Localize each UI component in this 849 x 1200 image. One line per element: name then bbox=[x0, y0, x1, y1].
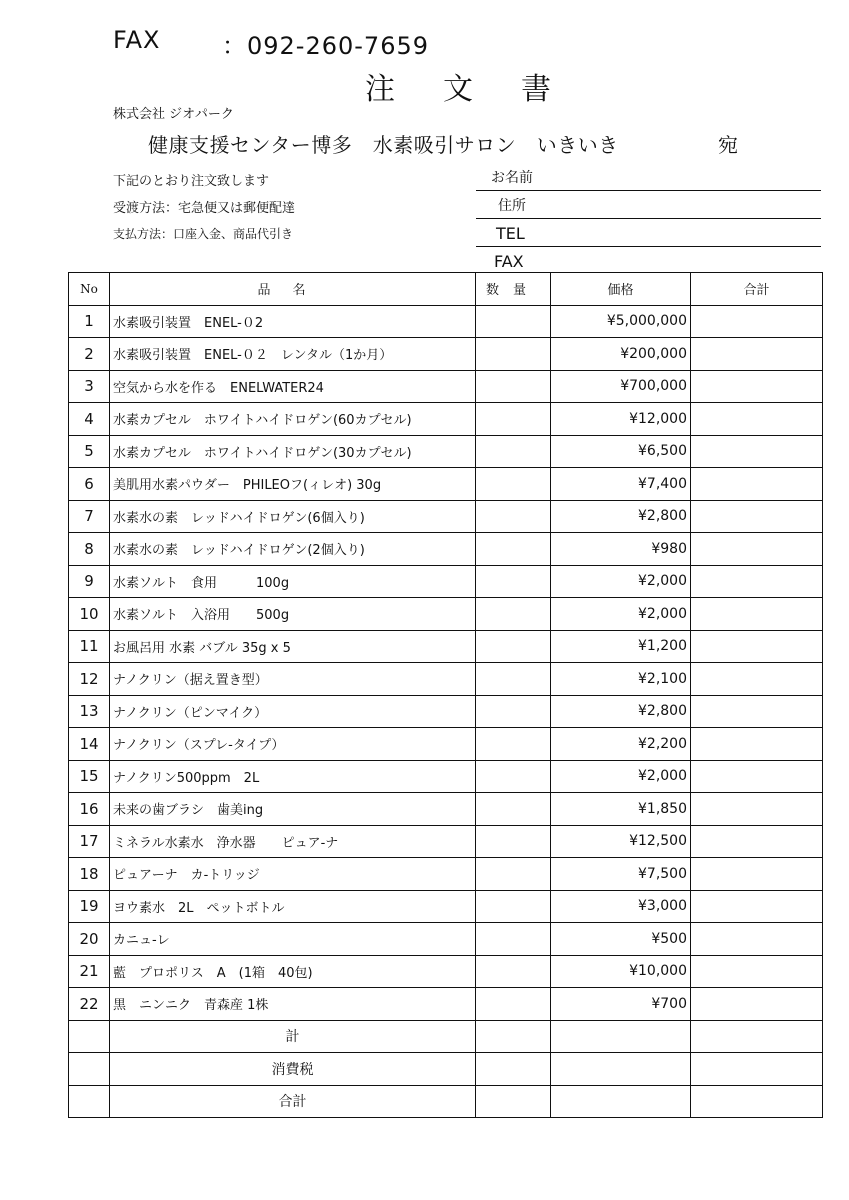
row-no: 16 bbox=[69, 793, 110, 826]
row-quantity-cell[interactable] bbox=[476, 923, 551, 956]
row-item-name: ナノクリン500ppm 2L bbox=[110, 760, 476, 793]
row-total-cell[interactable] bbox=[691, 858, 823, 891]
row-total-cell[interactable] bbox=[691, 663, 823, 696]
row-price: ¥12,000 bbox=[551, 403, 691, 436]
row-quantity-cell[interactable] bbox=[476, 695, 551, 728]
table-row bbox=[69, 955, 823, 988]
row-total-cell[interactable] bbox=[691, 435, 823, 468]
row-total-cell[interactable] bbox=[691, 695, 823, 728]
row-item-name: 水素カプセル ホワイトハイドロゲン(30カプセル) bbox=[110, 435, 476, 468]
row-item-name: 水素水の素 レッドハイドロゲン(6個入り) bbox=[110, 500, 476, 533]
row-total-cell[interactable] bbox=[691, 565, 823, 598]
table-row bbox=[69, 500, 823, 533]
table-row bbox=[69, 663, 823, 696]
row-quantity-cell[interactable] bbox=[476, 435, 551, 468]
empty-cell bbox=[69, 1085, 110, 1118]
row-item-name: 水素ソルト 食用 100g bbox=[110, 565, 476, 598]
customer-tel-field[interactable] bbox=[476, 220, 821, 247]
row-item-name: カニュ-レ bbox=[110, 923, 476, 956]
row-total-cell[interactable] bbox=[691, 468, 823, 501]
page-title: 注文書 bbox=[365, 72, 599, 107]
subtotal-label: 計 bbox=[110, 1020, 476, 1053]
row-item-name: 水素吸引装置 ENEL-０2 bbox=[110, 305, 476, 338]
table-row bbox=[69, 923, 823, 956]
empty-cell bbox=[69, 1053, 110, 1086]
table-row bbox=[69, 728, 823, 761]
row-price: ¥1,200 bbox=[551, 630, 691, 663]
row-no: 4 bbox=[69, 403, 110, 436]
table-row bbox=[69, 403, 823, 436]
tax-qty-cell[interactable] bbox=[476, 1053, 551, 1086]
row-quantity-cell[interactable] bbox=[476, 858, 551, 891]
header-item-name: 品名 bbox=[110, 273, 476, 306]
row-price: ¥2,000 bbox=[551, 598, 691, 631]
subtotal-qty-cell[interactable] bbox=[476, 1020, 551, 1053]
row-no: 12 bbox=[69, 663, 110, 696]
table-row bbox=[69, 760, 823, 793]
row-quantity-cell[interactable] bbox=[476, 305, 551, 338]
row-no: 13 bbox=[69, 695, 110, 728]
row-no: 1 bbox=[69, 305, 110, 338]
row-price: ¥6,500 bbox=[551, 435, 691, 468]
row-item-name: 美肌用水素パウダー PHILEOフ(ィレオ) 30g bbox=[110, 468, 476, 501]
subtotal-price-cell[interactable] bbox=[551, 1020, 691, 1053]
row-quantity-cell[interactable] bbox=[476, 663, 551, 696]
row-price: ¥200,000 bbox=[551, 338, 691, 371]
grand-total-price-cell[interactable] bbox=[551, 1085, 691, 1118]
row-no: 19 bbox=[69, 890, 110, 923]
row-no: 17 bbox=[69, 825, 110, 858]
row-total-cell[interactable] bbox=[691, 890, 823, 923]
header-no: No bbox=[69, 273, 110, 306]
subtotal-total-cell[interactable] bbox=[691, 1020, 823, 1053]
row-quantity-cell[interactable] bbox=[476, 760, 551, 793]
row-no: 6 bbox=[69, 468, 110, 501]
table-row bbox=[69, 468, 823, 501]
row-quantity-cell[interactable] bbox=[476, 890, 551, 923]
row-quantity-cell[interactable] bbox=[476, 500, 551, 533]
tax-row bbox=[69, 1053, 823, 1086]
row-no: 22 bbox=[69, 988, 110, 1021]
grand-total-cell[interactable] bbox=[691, 1085, 823, 1118]
table-row bbox=[69, 988, 823, 1021]
table-row bbox=[69, 565, 823, 598]
row-item-name: 藍 プロポリス A (1箱 40包) bbox=[110, 955, 476, 988]
row-price: ¥7,500 bbox=[551, 858, 691, 891]
tax-total-cell[interactable] bbox=[691, 1053, 823, 1086]
row-quantity-cell[interactable] bbox=[476, 468, 551, 501]
table-row bbox=[69, 858, 823, 891]
customer-address-field[interactable] bbox=[476, 192, 821, 219]
row-item-name: 水素吸引装置 ENEL-０２ レンタル（1か月） bbox=[110, 338, 476, 371]
row-total-cell[interactable] bbox=[691, 630, 823, 663]
grand-total-label: 合計 bbox=[110, 1085, 476, 1118]
table-row bbox=[69, 305, 823, 338]
table-row bbox=[69, 793, 823, 826]
row-no: 18 bbox=[69, 858, 110, 891]
row-price: ¥500 bbox=[551, 923, 691, 956]
payment-method: 支払方法：口座入金、商品代引き bbox=[113, 227, 294, 241]
row-price: ¥2,800 bbox=[551, 500, 691, 533]
row-no: 15 bbox=[69, 760, 110, 793]
row-price: ¥5,000,000 bbox=[551, 305, 691, 338]
row-total-cell[interactable] bbox=[691, 338, 823, 371]
header-quantity: 数量 bbox=[476, 273, 551, 306]
header-price: 価格 bbox=[551, 273, 691, 306]
order-table bbox=[68, 272, 823, 1118]
row-no: 7 bbox=[69, 500, 110, 533]
row-no: 3 bbox=[69, 370, 110, 403]
customer-name-label: お名前 bbox=[491, 170, 533, 186]
intro-text: 下記のとおり注文致します bbox=[113, 174, 270, 189]
tax-label: 消費税 bbox=[110, 1053, 476, 1086]
row-no: 21 bbox=[69, 955, 110, 988]
row-total-cell[interactable] bbox=[691, 760, 823, 793]
row-price: ¥3,000 bbox=[551, 890, 691, 923]
row-price: ¥2,000 bbox=[551, 760, 691, 793]
row-total-cell[interactable] bbox=[691, 598, 823, 631]
row-price: ¥7,400 bbox=[551, 468, 691, 501]
customer-name-field[interactable] bbox=[476, 164, 821, 191]
row-price: ¥1,850 bbox=[551, 793, 691, 826]
row-quantity-cell[interactable] bbox=[476, 630, 551, 663]
row-total-cell[interactable] bbox=[691, 793, 823, 826]
row-no: 8 bbox=[69, 533, 110, 566]
customer-address-label: 住所 bbox=[498, 198, 526, 214]
subtotal-row bbox=[69, 1020, 823, 1053]
fax-label: FAX bbox=[113, 26, 161, 54]
row-total-cell[interactable] bbox=[691, 305, 823, 338]
row-quantity-cell[interactable] bbox=[476, 598, 551, 631]
row-no: 10 bbox=[69, 598, 110, 631]
table-row bbox=[69, 370, 823, 403]
row-price: ¥2,000 bbox=[551, 565, 691, 598]
fax-number: ：092-260-7659 bbox=[222, 32, 430, 60]
grand-total-row bbox=[69, 1085, 823, 1118]
row-price: ¥2,800 bbox=[551, 695, 691, 728]
row-price: ¥12,500 bbox=[551, 825, 691, 858]
row-item-name: ナノクリン（据え置き型） bbox=[110, 663, 476, 696]
row-total-cell[interactable] bbox=[691, 403, 823, 436]
row-item-name: ミネラル水素水 浄水器 ピュア-ナ bbox=[110, 825, 476, 858]
row-total-cell[interactable] bbox=[691, 988, 823, 1021]
table-header-row bbox=[69, 273, 823, 306]
row-no: 9 bbox=[69, 565, 110, 598]
row-no: 11 bbox=[69, 630, 110, 663]
row-price: ¥2,200 bbox=[551, 728, 691, 761]
row-item-name: 水素カプセル ホワイトハイドロゲン(60カプセル) bbox=[110, 403, 476, 436]
customer-fax-label: FAX bbox=[494, 252, 524, 271]
tax-price-cell[interactable] bbox=[551, 1053, 691, 1086]
row-item-name: 空気から水を作る ENELWATER24 bbox=[110, 370, 476, 403]
row-quantity-cell[interactable] bbox=[476, 825, 551, 858]
table-row bbox=[69, 598, 823, 631]
row-quantity-cell[interactable] bbox=[476, 955, 551, 988]
table-row bbox=[69, 435, 823, 468]
row-total-cell[interactable] bbox=[691, 533, 823, 566]
table-row bbox=[69, 890, 823, 923]
row-quantity-cell[interactable] bbox=[476, 988, 551, 1021]
row-no: 14 bbox=[69, 728, 110, 761]
empty-cell bbox=[69, 1020, 110, 1053]
row-item-name: 水素ソルト 入浴用 500g bbox=[110, 598, 476, 631]
row-item-name: ナノクリン（ピンマイク） bbox=[110, 695, 476, 728]
row-item-name: ピュアーナ カ-トリッジ bbox=[110, 858, 476, 891]
row-total-cell[interactable] bbox=[691, 728, 823, 761]
row-price: ¥980 bbox=[551, 533, 691, 566]
row-price: ¥700 bbox=[551, 988, 691, 1021]
row-price: ¥700,000 bbox=[551, 370, 691, 403]
recipient-suffix: 宛 bbox=[718, 133, 738, 157]
row-quantity-cell[interactable] bbox=[476, 565, 551, 598]
row-item-name: ナノクリン（スプレ-タイプ） bbox=[110, 728, 476, 761]
table-row bbox=[69, 630, 823, 663]
header-total: 合計 bbox=[691, 273, 823, 306]
row-quantity-cell[interactable] bbox=[476, 793, 551, 826]
customer-tel-label: TEL bbox=[496, 224, 525, 243]
row-price: ¥2,100 bbox=[551, 663, 691, 696]
row-item-name: 水素水の素 レッドハイドロゲン(2個入り) bbox=[110, 533, 476, 566]
row-quantity-cell[interactable] bbox=[476, 370, 551, 403]
row-no: 20 bbox=[69, 923, 110, 956]
row-item-name: ヨウ素水 2L ペットボトル bbox=[110, 890, 476, 923]
row-no: 5 bbox=[69, 435, 110, 468]
row-item-name: 黒 ニンニク 青森産 1株 bbox=[110, 988, 476, 1021]
row-total-cell[interactable] bbox=[691, 923, 823, 956]
customer-fax-field[interactable] bbox=[476, 247, 821, 274]
table-row bbox=[69, 825, 823, 858]
row-quantity-cell[interactable] bbox=[476, 533, 551, 566]
table-row bbox=[69, 533, 823, 566]
table-row bbox=[69, 695, 823, 728]
recipient-name: 健康支援センター博多 水素吸引サロン いきいき bbox=[148, 133, 619, 157]
row-quantity-cell[interactable] bbox=[476, 338, 551, 371]
grand-total-qty-cell[interactable] bbox=[476, 1085, 551, 1118]
delivery-method: 受渡方法：宅急便又は郵便配達 bbox=[113, 201, 296, 216]
sender-company: 株式会社 ジオパーク bbox=[113, 107, 234, 122]
row-total-cell[interactable] bbox=[691, 955, 823, 988]
row-total-cell[interactable] bbox=[691, 370, 823, 403]
row-item-name: 未来の歯ブラシ 歯美ing bbox=[110, 793, 476, 826]
row-quantity-cell[interactable] bbox=[476, 403, 551, 436]
row-no: 2 bbox=[69, 338, 110, 371]
row-quantity-cell[interactable] bbox=[476, 728, 551, 761]
row-total-cell[interactable] bbox=[691, 500, 823, 533]
row-total-cell[interactable] bbox=[691, 825, 823, 858]
table-row bbox=[69, 338, 823, 371]
row-item-name: お風呂用 水素 バブル 35g x 5 bbox=[110, 630, 476, 663]
row-price: ¥10,000 bbox=[551, 955, 691, 988]
